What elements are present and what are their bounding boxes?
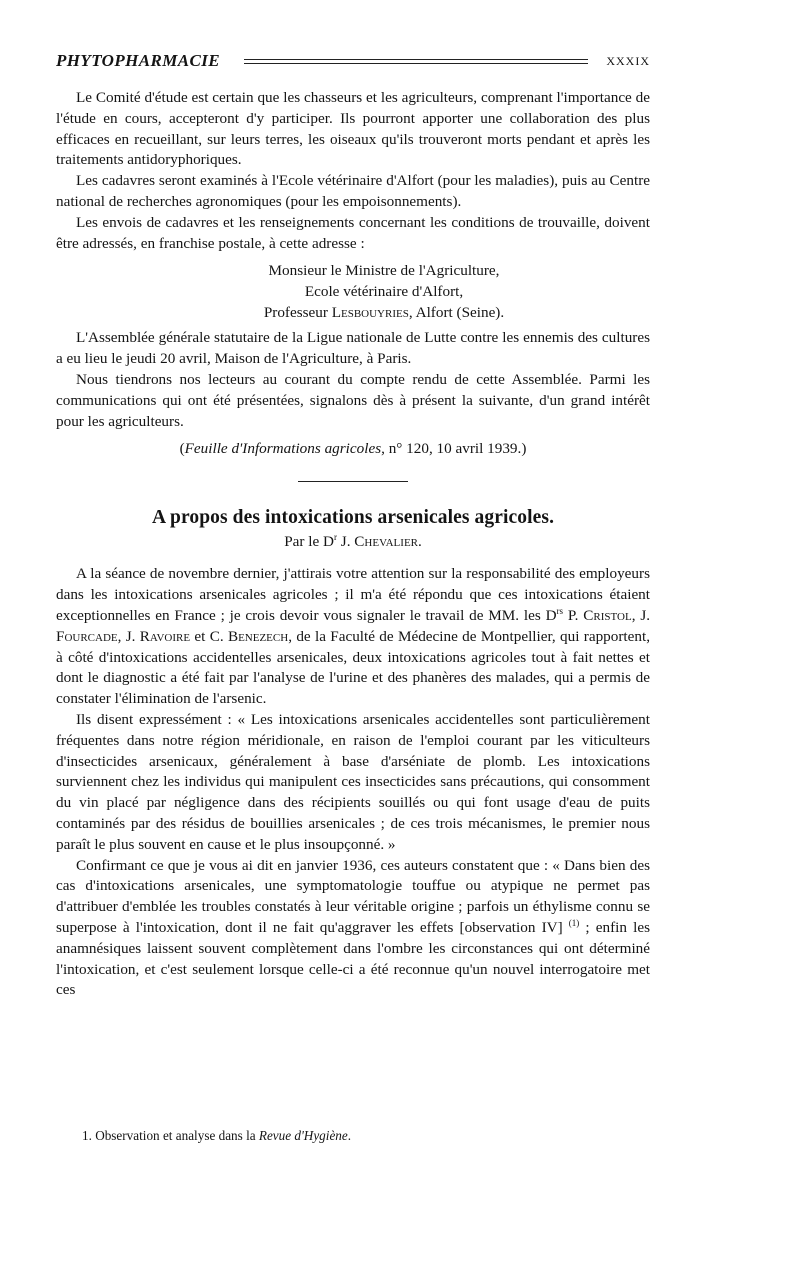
author-name: Chevalier [354,533,418,551]
citation-open: ( [179,440,185,458]
assembly-paragraph-text: L'Assemblée générale statutaire de la Ligue nationale de Lutte contre les ennemis des cultures a eu lieu le jeudi 20 avril, Maison de l'Agriculture, à Paris. [56,329,650,368]
page [56,48,650,1001]
article-byline [56,532,650,552]
address-prefix: Professeur [263,304,328,322]
article-text: ; enfin les anamnésiques laissent souvent complètement dans l'ombre les circonstances qui ont déterminé l'intoxication, et c'est seulement lorsque celle-ci a été reconnue qu'un nouvel interrogatoire met ces [56,918,651,999]
author-reference: J. Fourcade [56,606,651,645]
intro-paragraph [56,213,650,255]
separator-text: et [190,627,210,645]
intro-paragraph-text: Les envois de cadavres et les renseignements concernant les conditions de trouvaille, doivent être adressés, en franchise postale, à cette adresse : [56,213,650,252]
separator-text: , [117,627,126,645]
article-text: , de la Faculté de Médecine de Montpellier, qui rapportent, à côté d'intoxications accidentelles arsenicales, deux intoxications agricoles tout à fait nettes et dont le diagnostic a été fait par l'analyse de l'urine et des phanères des malades, qui a permis de constater l'élimination de l'arsenic. [56,627,650,708]
drs-sup: rs [556,605,564,616]
byline-sup: r [333,532,337,543]
address-suffix: , Alfort (Seine). [408,304,505,322]
byline-initial: J. [340,533,351,551]
footnote-journal: Revue d'Hygiène [258,1128,348,1143]
footnote-number: 1. [82,1128,92,1143]
article-text: Confirmant ce que je vous ai dit en janvier 1936, ces auteurs constatent que : « Dans bien des cas d'intoxications arsenicales, une symptomatologie touffue ou atypique ne permet pas d'attribuer d'emblée les troubles constatés à leur véritable origine ; parfois un éthylisme connu se superpose à l'intoxication, dont il ne fait qu'aggraver les effets [observation IV] [56,856,650,936]
journal-title: PHYTOPHARMACIE [56,51,220,70]
author-reference: C. Benezech [209,627,289,645]
author-reference: J. Ravoire [125,627,191,645]
article-text: Ils disent expressément : « Les intoxications arsenicales accidentelles sont particulièrement fréquentes dans notre région méridionale, en raison de l'emploi courant par les viticulteurs d'insecticides arsenicaux, généralement à base d'arséniate de plomb. Les intoxications surviennent chez les individus qui manipulent ces insecticides sans précautions, qui consomment du vin placé par négligence dans des récipients souillés ou qui font usage d'eau de puits contaminés par des résidus de bouillies arsenicales ; de ces trois mécanismes, le premier nous paraît le plus souvent en cause et le plus insoupçonné. » [56,710,650,853]
address-line: Monsieur le Ministre de l'Agriculture, [268,262,500,280]
intro-paragraph-text: Le Comité d'étude est certain que les chasseurs et les agriculteurs, comprenant l'importance de l'étude en cours, accepteront d'y participer. Ils pourront apporter une collaboration des plus efficaces en recueillant, sur leurs terres, les oiseaux qu'ils trouveront morts pendant et après les traitements antidoryphoriques. [56,89,650,169]
header-double-rule [244,59,588,64]
address-line: Ecole vétérinaire d'Alfort, [304,283,464,301]
footnote [82,1128,650,1144]
source-citation [56,438,650,459]
separator-text: , [631,606,641,624]
citation-journal: Feuille d'Informations agricoles [184,440,382,458]
assembly-paragraph [56,328,650,370]
byline-prefix: Par le D [284,533,334,551]
address-line [118,302,650,323]
intro-paragraph-text: Les cadavres seront examinés à l'Ecole vétérinaire d'Alfort (pour les maladies), puis au Centre national de recherches agronomiques (pour les empoisonnements). [56,172,650,210]
assembly-paragraph [56,370,650,432]
byline-end: . [418,533,422,551]
professor-name: Lesbouyries [331,304,409,322]
article-text: A la séance de novembre dernier, j'attirais votre attention sur la responsabilité des employeurs dans les intoxications arsenicales agricoles ; il m'a été répondu que ces intoxications étaient exceptionnelles en France ; je crois devoir vous signaler le travail de MM. les D [56,565,650,624]
postal-address [118,260,650,323]
article-paragraph [56,710,650,856]
intro-paragraph [56,88,650,171]
footnote-reference: (1) [568,917,580,928]
article-title: A propos des intoxications arsenicales agricoles. [151,507,555,529]
article-paragraph [56,564,650,710]
section-separator [298,481,408,482]
page-number: XXXIX [606,53,650,68]
running-header [56,48,650,74]
intro-paragraph [56,171,650,213]
article-paragraph [56,856,650,1002]
footnote-text: Observation et analyse dans la [95,1128,259,1143]
citation-detail: , n° 120, 10 avril 1939.) [381,440,527,458]
author-reference: P. Cristol [567,606,632,624]
article-body [56,564,650,1001]
assembly-paragraph-text: Nous tiendrons nos lecteurs au courant du compte rendu de cette Assemblée. Parmi les communications qui ont été présentées, signalons dès à présent la suivante, d'un grand intérêt pour les agriculteurs. [56,370,650,430]
footnote-end: . [347,1128,352,1143]
intro-section [56,88,650,459]
